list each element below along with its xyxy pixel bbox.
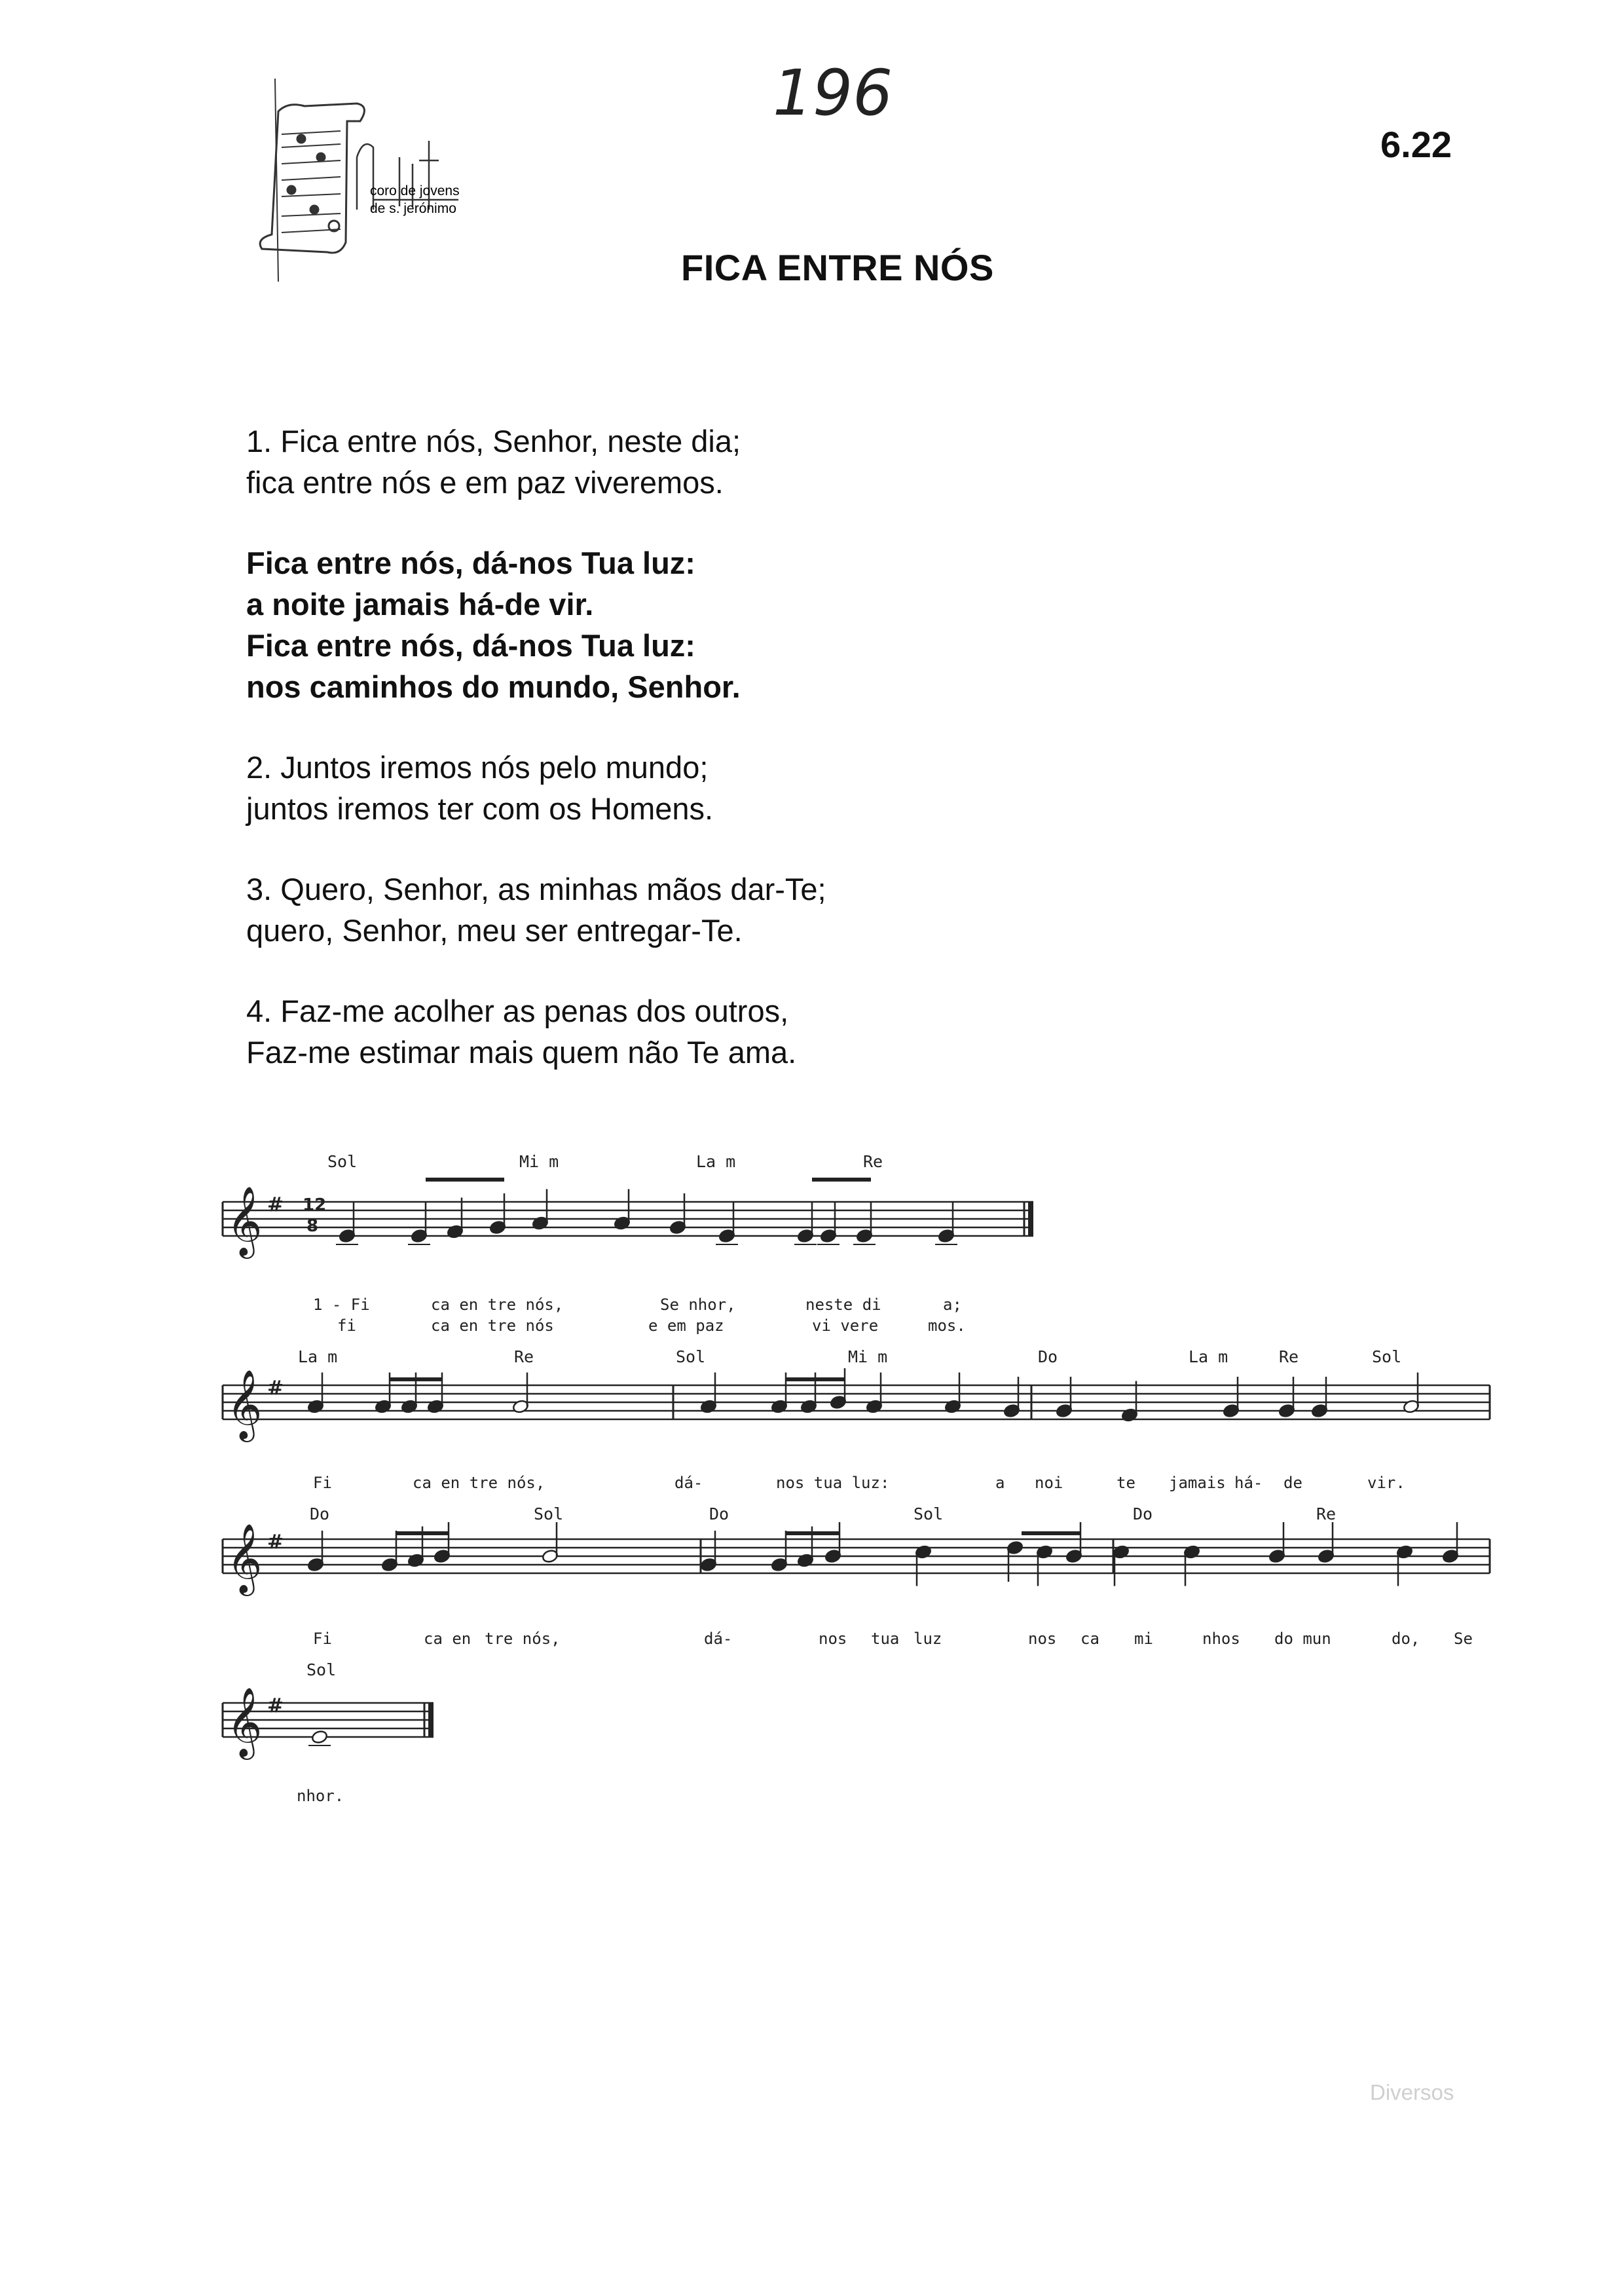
note [542,1522,559,1563]
final-barline [1028,1202,1033,1236]
sharp-icon: # [267,1193,284,1216]
note [1003,1377,1020,1418]
lyric-syllable: ca en [424,1630,471,1648]
lyric-syllable: mi [1134,1630,1153,1648]
lyric-syllable: vi vere [812,1316,879,1335]
lyric-line: Fica entre nós, dá-nos Tua luz: [246,628,695,663]
chord-symbol: Sol [676,1347,706,1366]
lyric-syllable: tre nós, [485,1630,561,1648]
lyric-line: Fica entre nós, dá-nos Tua luz: [246,546,695,580]
note [1278,1377,1295,1418]
church-outline-icon [357,141,458,210]
chord-symbol: La m [298,1347,338,1366]
page-code: 6.22 [1380,124,1452,165]
lyric-syllable: noi [1035,1474,1063,1492]
lyric-syllable: Se nhor, [660,1296,736,1314]
lyric-syllable: jamais [1169,1474,1226,1492]
beam [426,1178,504,1182]
beam [1022,1531,1080,1535]
footer-label: Diversos [1370,2080,1454,2104]
lyric-syllable: nos [1028,1630,1057,1648]
notehead [311,1730,328,1745]
lyric-line: 1. Fica entre nós, Senhor, neste dia; [246,424,741,458]
beam [812,1178,871,1182]
lyric-line: 3. Quero, Senhor, as minhas mãos dar-Te; [246,872,826,906]
time-signature-bottom: 8 [306,1216,319,1236]
note [1268,1522,1285,1563]
lyric-syllable: ca [1080,1630,1099,1648]
lyric-syllable: a; [943,1296,962,1314]
lyric-syllable: do mun [1274,1630,1331,1648]
note [1318,1522,1335,1563]
lyric-syllable: fi [337,1316,356,1335]
note [336,1202,358,1244]
note [830,1368,847,1409]
treble-clef-icon: 𝄞 [227,1523,263,1593]
lyric-syllable: Fi [313,1630,332,1648]
chord-symbol: Do [709,1504,729,1523]
lyric-syllable: ca en tre nós [431,1316,554,1335]
lyric-line: juntos iremos ter com os Homens. [246,791,714,826]
verse-3 [246,868,1228,951]
chord-symbol: Sol [306,1660,337,1679]
lyric-syllable: neste di [805,1296,881,1314]
chord-symbol: Sol [913,1504,944,1523]
sheet-music-score [0,1140,1624,1834]
note [853,1202,876,1244]
chorus [246,542,1228,707]
note [794,1202,817,1244]
lyric-syllable: e em paz [648,1316,724,1335]
lyric-syllable: dá- [704,1630,733,1648]
lyric-syllable: vir. [1367,1474,1405,1492]
note [669,1193,686,1235]
lyric-syllable: ca en tre nós, [413,1474,545,1492]
chord-symbol: La m [696,1152,736,1171]
lyric-syllable: luz [913,1630,942,1648]
lyric-line: Faz-me estimar mais quem não Te ama. [246,1035,797,1070]
treble-clef-icon: 𝄞 [227,1185,263,1256]
note [381,1531,398,1572]
note [434,1522,451,1563]
lyric-syllable: nos [819,1630,847,1648]
lyric-syllable: Fi [313,1474,332,1492]
scroll-sheet-music-icon [260,79,364,282]
lyric-syllable: de [1283,1474,1302,1492]
lyric-syllable: 1 - Fi [313,1296,370,1314]
lyric-line: a noite jamais há-de vir. [246,587,594,622]
note [716,1202,738,1244]
note [817,1202,840,1244]
chord-symbol: Do [310,1504,330,1523]
note [489,1193,506,1235]
lyric-syllable: nos tua luz: [776,1474,890,1492]
chord-symbol: Re [1316,1504,1337,1523]
beam [390,1377,442,1381]
lyric-line: nos caminhos do mundo, Senhor. [246,669,741,704]
handwritten-number [753,39,936,138]
chord-symbol: Do [1038,1347,1058,1366]
sharp-icon: # [267,1531,284,1554]
time-signature-top: 12 [303,1195,327,1215]
note [1442,1522,1459,1563]
final-barline [428,1703,434,1737]
note [771,1531,788,1572]
verse-2 [246,747,1228,829]
verse-4 [246,990,1228,1073]
chord-symbol: Sol [1372,1347,1402,1366]
treble-clef-icon: 𝄞 [227,1687,263,1757]
beam [786,1377,845,1381]
lyric-syllable: a [995,1474,1005,1492]
lyric-syllable: dá- [674,1474,703,1492]
svg-text:196: 196 [773,56,893,130]
note [935,1202,957,1244]
lyric-line: quero, Senhor, meu ser entregar-Te. [246,913,743,948]
chord-symbol: Sol [327,1152,358,1171]
chord-symbol: Sol [534,1504,564,1523]
lyric-syllable: tua [871,1630,900,1648]
lyric-syllable: nhos [1202,1630,1240,1648]
note [1311,1377,1328,1418]
note [307,1531,324,1572]
song-title: FICA ENTRE NÓS [681,247,994,288]
sharp-icon: # [267,1377,284,1400]
lyric-syllable: Se [1454,1630,1473,1648]
chord-symbol: Mi m [519,1152,559,1171]
beam [396,1531,449,1535]
treble-clef-icon: 𝄞 [227,1369,263,1439]
chord-symbol: Re [863,1152,883,1171]
note [824,1522,841,1563]
note [1056,1377,1073,1418]
lyric-syllable: nhor. [297,1787,344,1805]
note [408,1202,430,1244]
logo-text-line1: coro de jovens [370,183,460,198]
lyric-line: 2. Juntos iremos nós pelo mundo; [246,750,709,785]
lyric-syllable: ca en tre nós, [431,1296,564,1314]
lyric-line: fica entre nós e em paz viveremos. [246,465,724,500]
chord-symbol: Re [514,1347,534,1366]
chord-symbol: Mi m [848,1347,888,1366]
choir-logo [242,65,478,282]
chord-symbol: Do [1133,1504,1153,1523]
chord-symbol: Re [1279,1347,1299,1366]
chord-symbol: La m [1189,1347,1228,1366]
lyric-syllable: te [1116,1474,1135,1492]
lyrics-block [246,420,1228,1112]
verse-1 [246,420,1228,503]
lyric-syllable: do, [1392,1630,1420,1648]
lyric-line: 4. Faz-me acolher as penas dos outros, [246,994,789,1028]
note [1223,1377,1240,1418]
note [1006,1540,1024,1582]
staff-system [223,1687,434,1760]
logo-text-line2: de s. jerónimo [370,201,456,216]
sharp-icon: # [267,1694,284,1717]
beam [786,1531,840,1535]
lyric-syllable: há- [1234,1474,1263,1492]
lyric-syllable: mos. [928,1316,966,1335]
note [700,1531,717,1572]
note [1065,1522,1082,1563]
